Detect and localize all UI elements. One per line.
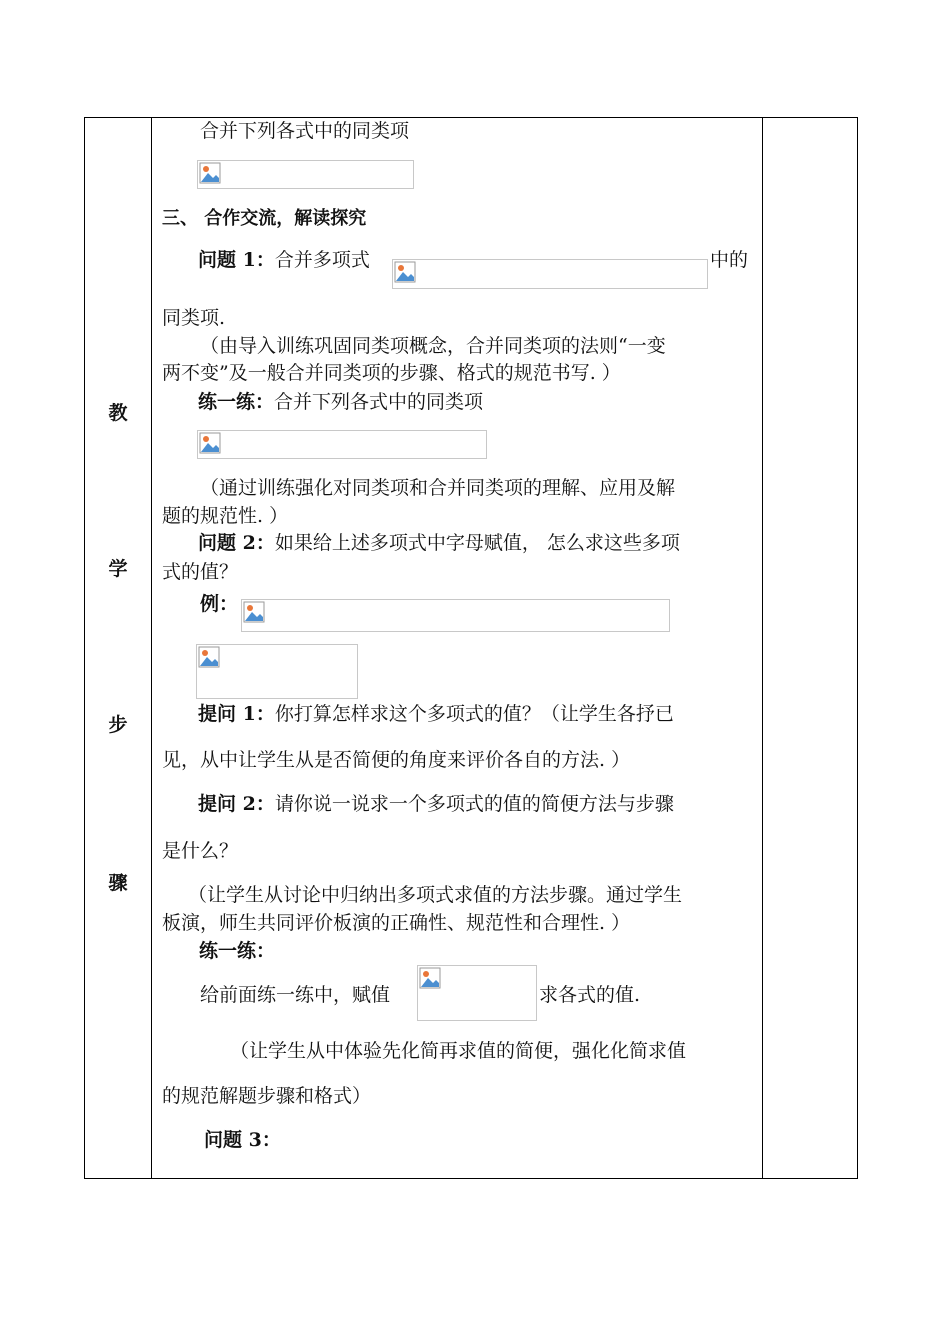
note-line: （由导入训练巩固同类项概念，合并同类项的法则“一变 (200, 335, 666, 357)
formula-image (197, 430, 487, 459)
practice-label: 练一练： (199, 940, 276, 962)
text-line: 式的值？ (162, 561, 239, 583)
note-line: （让学生从中体验先化简再求值的简便，强化化简求值 (230, 1040, 687, 1062)
side-label-zhou: 骤 (108, 872, 128, 894)
formula-image (241, 599, 670, 632)
side-label-bu: 步 (108, 714, 128, 736)
question-label: 问题 3： (204, 1129, 281, 1151)
practice-label: 练一练： (198, 391, 275, 413)
broken-image-icon (243, 601, 265, 623)
text-line: 求各式的值. (539, 984, 641, 1006)
prompt-line (198, 791, 674, 818)
prompt-label: 提问 2： (198, 793, 275, 815)
question-label: 问题 1： (198, 249, 275, 271)
practice-line (198, 389, 483, 416)
column-divider (151, 118, 152, 1178)
prompt-line (198, 701, 674, 728)
prompt-text: 请你说一说求一个多项式的值的简便方法与步骤 (274, 793, 674, 815)
side-label-jiao: 教 (108, 402, 128, 424)
note-line: 题的规范性. ） (162, 505, 289, 527)
prompt-text: 你打算怎样求这个多项式的值？（让学生各抒已 (274, 703, 674, 725)
note-line: 两不变”及一般合并同类项的步骤、格式的规范书写. ） (162, 362, 621, 384)
broken-image-icon (198, 646, 220, 668)
question-line (198, 247, 370, 274)
text-line: 见，从中让学生从是否简便的角度来评价各自的方法. ） (162, 749, 631, 771)
question-text: 如果给上述多项式中字母赋值， 怎么求这些多项 (274, 532, 680, 554)
section-heading: 三、 合作交流，解读探究 (162, 208, 367, 229)
formula-image (197, 160, 414, 189)
note-line: 板演，师生共同评价板演的正确性、规范性和合理性. ） (162, 912, 631, 934)
question-line (198, 530, 680, 557)
column-divider (762, 118, 763, 1178)
formula-image (196, 644, 358, 699)
formula-image (392, 259, 708, 289)
formula-image (417, 965, 537, 1021)
text-line: 是什么？ (162, 840, 239, 862)
text-line: 同类项. (162, 307, 226, 329)
side-label-xue: 学 (108, 558, 128, 580)
question-text: 合并多项式 (274, 249, 370, 271)
broken-image-icon (199, 162, 221, 184)
note-line: （让学生从讨论中归纳出多项式求值的方法步骤。通过学生 (188, 884, 683, 906)
broken-image-icon (419, 967, 441, 989)
text-line: 给前面练一练中，赋值 (200, 984, 391, 1006)
practice-text: 合并下列各式中的同类项 (274, 391, 484, 413)
broken-image-icon (199, 432, 221, 454)
note-line: （通过训练强化对同类项和合并同类项的理解、应用及解 (200, 477, 676, 499)
text-line: 合并下列各式中的同类项 (200, 120, 410, 142)
example-label: 例： (200, 593, 239, 615)
note-line: 的规范解题步骤和格式） (162, 1085, 372, 1107)
prompt-label: 提问 1： (198, 703, 275, 725)
broken-image-icon (394, 261, 416, 283)
text-line: 中的 (710, 249, 749, 271)
question-label: 问题 2： (198, 532, 275, 554)
